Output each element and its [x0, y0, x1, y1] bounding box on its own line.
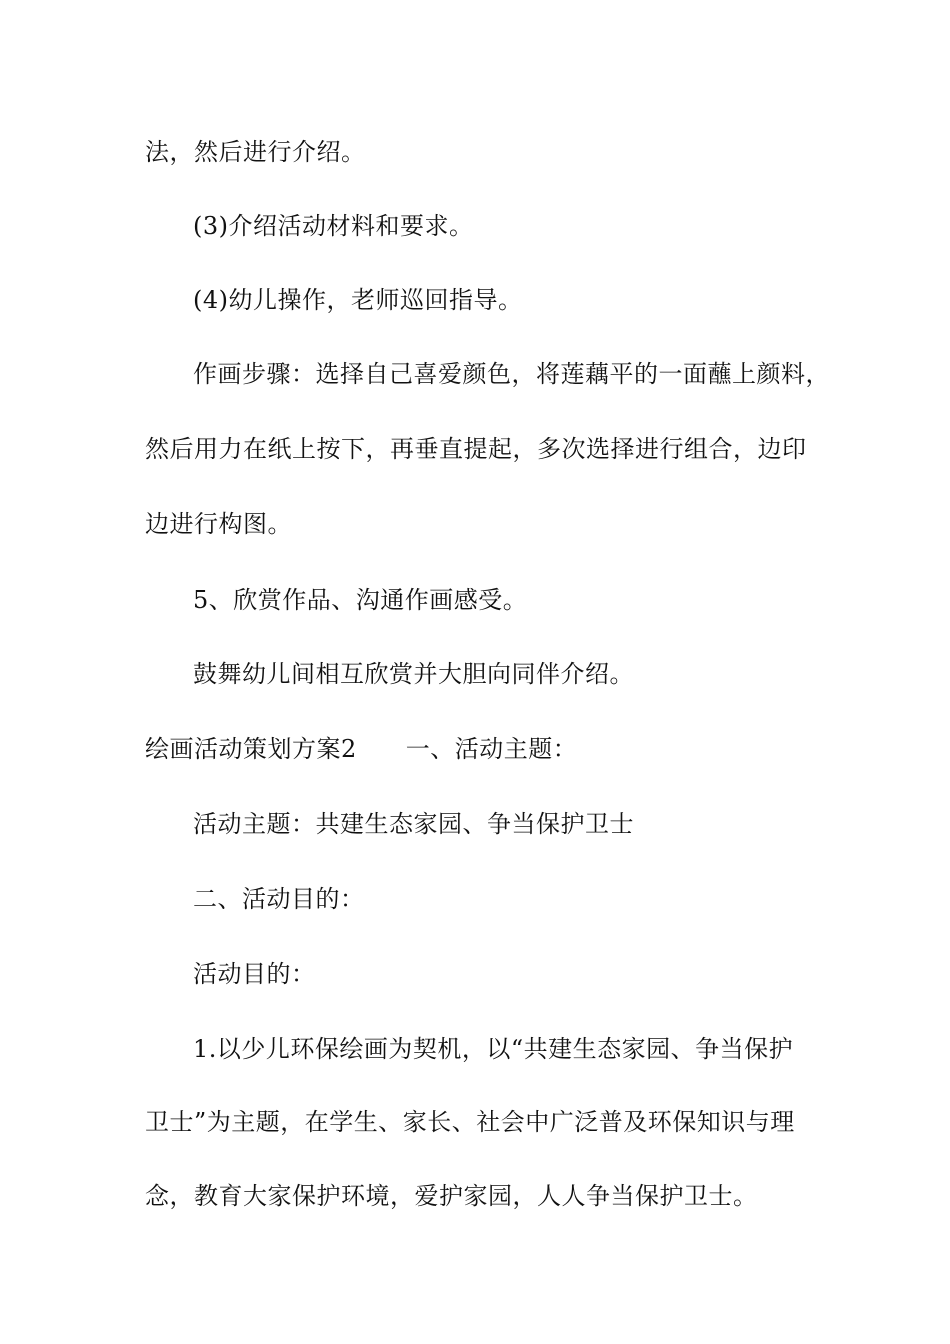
paragraph-line: 活动主题：共建生态家园、争当保护卫士 — [193, 810, 634, 838]
paragraph-line: 1.以少儿环保绘画为契机，以“共建生态家园、争当保护 — [193, 1035, 794, 1063]
paragraph-line: 卫士”为主题，在学生、家长、社会中广泛普及环保知识与理 — [145, 1108, 795, 1136]
paragraph-line: 然后用力在纸上按下，再垂直提起，多次选择进行组合，边印 — [145, 435, 807, 463]
paragraph-line: 法，然后进行介绍。 — [145, 138, 366, 166]
paragraph-line: 活动目的： — [193, 960, 316, 988]
paragraph-line: 边进行构图。 — [145, 510, 292, 538]
section-heading: 绘画活动策划方案2 一、活动主题： — [145, 735, 578, 763]
paragraph-line: 念，教育大家保护环境，爱护家园，人人争当保护卫士。 — [145, 1182, 758, 1210]
paragraph-line: (4)幼儿操作，老师巡回指导。 — [193, 286, 523, 314]
paragraph-line: 鼓舞幼儿间相互欣赏并大胆向同伴介绍。 — [193, 660, 634, 688]
paragraph-line: 二、活动目的： — [193, 885, 365, 913]
paragraph-line: 作画步骤：选择自己喜爱颜色，将莲藕平的一面蘸上颜料， — [193, 360, 830, 388]
paragraph-line: 5、欣赏作品、沟通作画感受。 — [193, 586, 528, 614]
paragraph-line: (3)介绍活动材料和要求。 — [193, 212, 474, 240]
